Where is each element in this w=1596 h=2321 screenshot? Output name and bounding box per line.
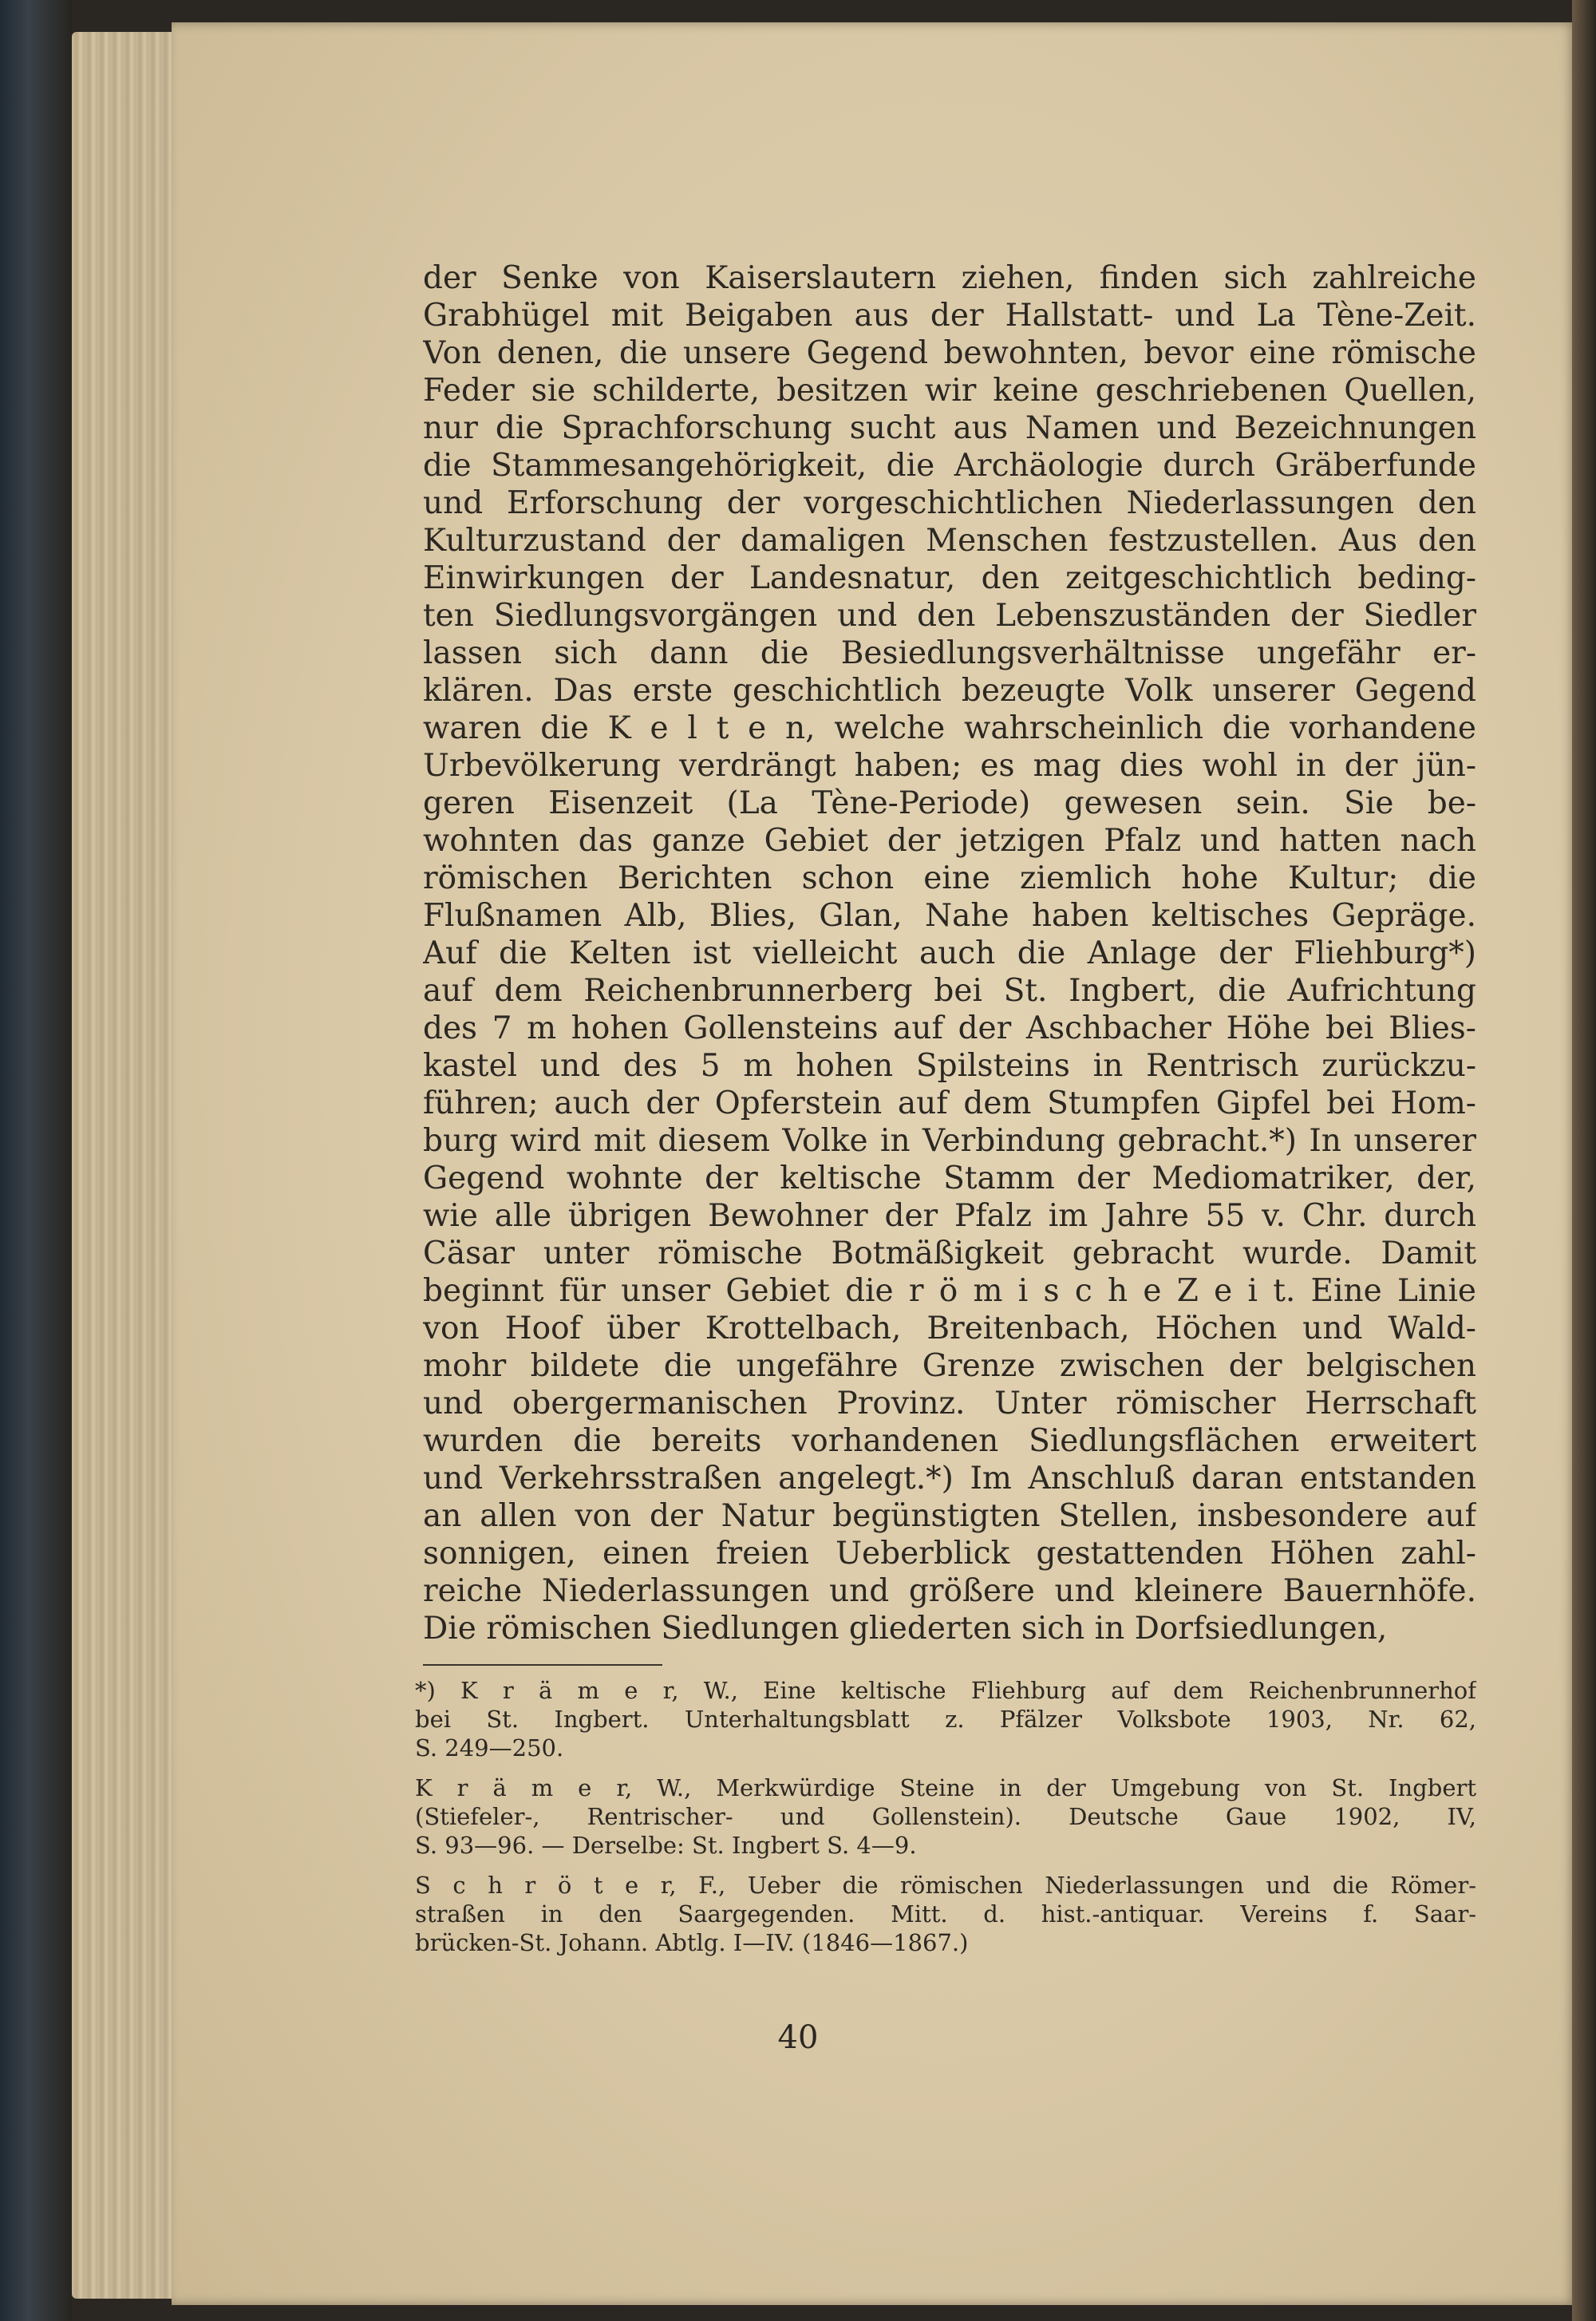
text-line: Grabhügel mit Beigaben aus der Hallstatt- und La Tène-Zeit. bbox=[423, 298, 1476, 334]
text-line: römischen Berichten schon eine ziemlich hohe Kultur; die bbox=[423, 860, 1476, 896]
text-line: und Verkehrsstraßen angelegt.*) Im Anschluß daran entstanden bbox=[423, 1461, 1476, 1497]
text-line: waren die K e l t e n, welche wahrscheinlich die vorhandene bbox=[423, 710, 1476, 746]
text-line: die Stammesangehörigkeit, die Archäologie durch Gräberfunde bbox=[423, 448, 1476, 484]
footnotes bbox=[415, 1676, 1476, 1957]
text-line: Auf die Kelten ist vielleicht auch die Anlage der Fliehburg*) bbox=[423, 935, 1476, 971]
text-line: ten Siedlungsvorgängen und den Lebenszuständen der Siedler bbox=[423, 598, 1476, 634]
footnote-line: S c h r ö t e r, F., Ueber die römischen Niederlassungen und die Römer- bbox=[415, 1872, 1476, 1899]
text-line: Flußnamen Alb, Blies, Glan, Nahe haben keltisches Gepräge. bbox=[423, 898, 1476, 934]
text-line: auf dem Reichenbrunnerberg bei St. Ingbert, die Aufrichtung bbox=[423, 973, 1476, 1009]
body-text bbox=[423, 259, 1476, 1647]
text-line: mohr bildete die ungefähre Grenze zwischen der belgischen bbox=[423, 1348, 1476, 1384]
text-line: klären. Das erste geschichtlich bezeugte Volk unserer Gegend bbox=[423, 673, 1476, 709]
footnote-divider bbox=[423, 1664, 662, 1666]
footnote-line: brücken-St. Johann. Abtlg. I—IV. (1846—1867.) bbox=[415, 1929, 969, 1956]
book-cover-edge bbox=[0, 0, 72, 2321]
footnote-line: bei St. Ingbert. Unterhaltungsblatt z. Pfälzer Volksbote 1903, Nr. 62, bbox=[415, 1706, 1476, 1733]
text-line: nur die Sprachforschung sucht aus Namen und Bezeichnungen bbox=[423, 410, 1476, 446]
text-line: Kulturzustand der damaligen Menschen festzustellen. Aus den bbox=[423, 523, 1476, 559]
book-right-edge bbox=[1572, 0, 1596, 2321]
text-line: Urbevölkerung verdrängt haben; es mag dies wohl in der jün- bbox=[423, 748, 1476, 784]
text-line: lassen sich dann die Besiedlungsverhältnisse ungefähr er- bbox=[423, 635, 1476, 671]
text-line: wie alle übrigen Bewohner der Pfalz im Jahre 55 v. Chr. durch bbox=[423, 1198, 1476, 1234]
footnote-line: *) K r ä m e r, W., Eine keltische Fliehburg auf dem Reichenbrunnerhof bbox=[415, 1677, 1476, 1704]
page-number: 40 bbox=[777, 2019, 819, 2056]
text-line: geren Eisenzeit (La Tène-Periode) gewesen sein. Sie be- bbox=[423, 785, 1476, 821]
text-line: Einwirkungen der Landesnatur, den zeitgeschichtlich beding- bbox=[423, 560, 1476, 596]
footnote-line: (Stiefeler-, Rentrischer- und Gollenstein). Deutsche Gaue 1902, IV, bbox=[415, 1803, 1476, 1830]
footnote-line: K r ä m e r, W., Merkwürdige Steine in der Umgebung von St. Ingbert bbox=[415, 1774, 1476, 1801]
text-line: und Erforschung der vorgeschichtlichen Niederlassungen den bbox=[423, 485, 1476, 521]
text-line: und obergermanischen Provinz. Unter römischer Herrschaft bbox=[423, 1386, 1476, 1421]
footnote-line: straßen in den Saargegenden. Mitt. d. hist.-antiquar. Vereins f. Saar- bbox=[415, 1900, 1476, 1928]
text-line: beginnt für unser Gebiet die r ö m i s c h e Z e i t. Eine Linie bbox=[423, 1273, 1476, 1309]
text-line: wurden die bereits vorhandenen Siedlungsflächen erweitert bbox=[423, 1423, 1476, 1459]
text-line: der Senke von Kaiserslautern ziehen, finden sich zahlreiche bbox=[423, 260, 1476, 296]
text-line: kastel und des 5 m hohen Spilsteins in Rentrisch zurückzu- bbox=[423, 1048, 1476, 1084]
footnote-line: S. 249—250. bbox=[415, 1734, 564, 1762]
text-line: an allen von der Natur begünstigten Stellen, insbesondere auf bbox=[423, 1498, 1476, 1534]
text-line: Die römischen Siedlungen gliederten sich in Dorfsiedlungen, bbox=[423, 1611, 1388, 1647]
text-line: reiche Niederlassungen und größere und kleinere Bauernhöfe. bbox=[423, 1573, 1476, 1609]
text-line: des 7 m hohen Gollensteins auf der Aschbacher Höhe bei Blies- bbox=[423, 1010, 1476, 1046]
text-line: sonnigen, einen freien Ueberblick gestattenden Höhen zahl- bbox=[423, 1536, 1476, 1572]
text-line: von Hoof über Krottelbach, Breitenbach, Höchen und Wald- bbox=[423, 1311, 1476, 1346]
text-line: führen; auch der Opferstein auf dem Stumpfen Gipfel bei Hom- bbox=[423, 1085, 1476, 1121]
text-line: wohnten das ganze Gebiet der jetzigen Pfalz und hatten nach bbox=[423, 823, 1476, 859]
text-line: Von denen, die unsere Gegend bewohnten, bevor eine römische bbox=[423, 335, 1476, 371]
text-line: Cäsar unter römische Botmäßigkeit gebracht wurde. Damit bbox=[423, 1236, 1476, 1271]
text-line: burg wird mit diesem Volke in Verbindung gebracht.*) In unserer bbox=[423, 1123, 1476, 1159]
footnote-line: S. 93—96. — Derselbe: St. Ingbert S. 4—9. bbox=[415, 1832, 917, 1859]
text-line: Feder sie schilderte, besitzen wir keine geschriebenen Quellen, bbox=[423, 373, 1476, 409]
text-line: Gegend wohnte der keltische Stamm der Mediomatriker, der, bbox=[423, 1160, 1476, 1196]
